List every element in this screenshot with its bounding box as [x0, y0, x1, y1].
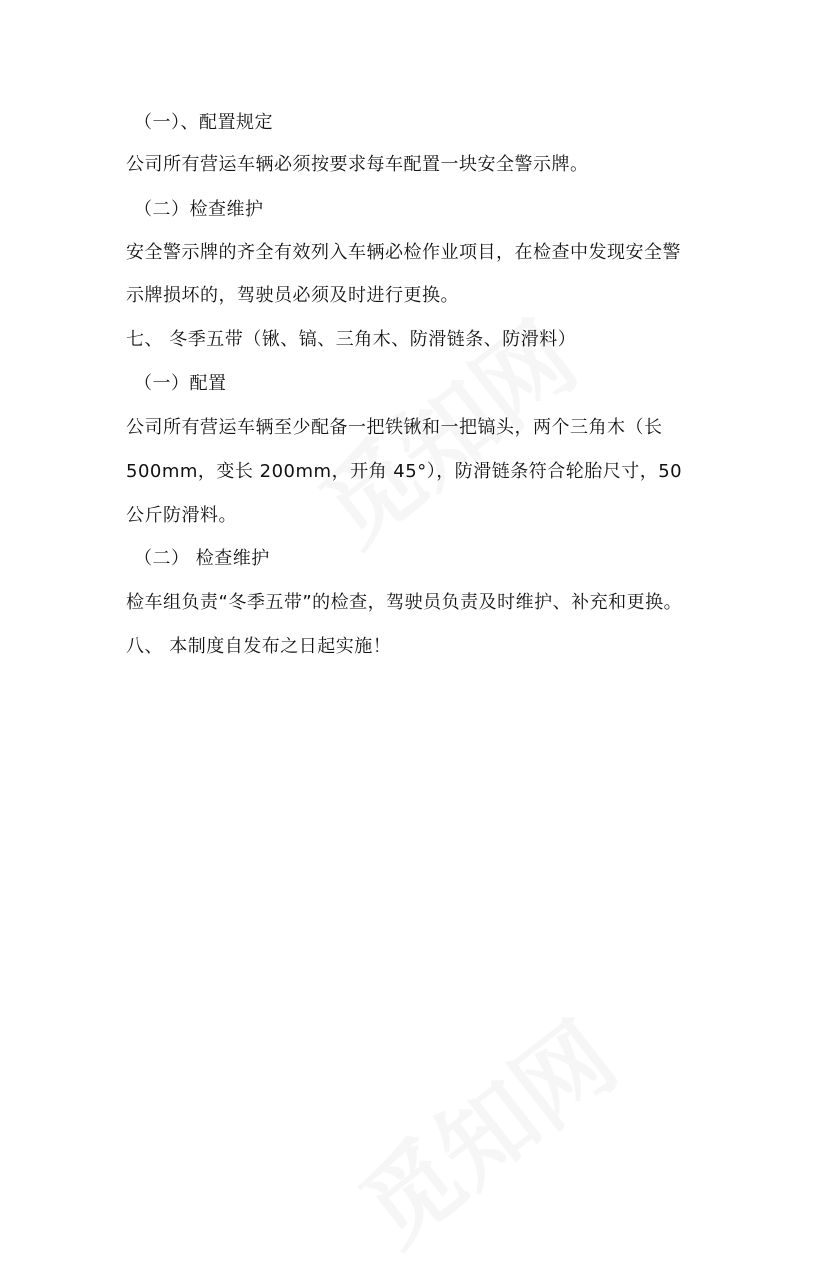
chapter-heading-eight: 八、 本制度自发布之日起实施！: [126, 636, 392, 657]
chapter-heading-seven: 七、 冬季五带（锹、镐、三角木、防滑链条、防滑料）: [126, 329, 577, 350]
section-heading-config-rules: （一）、配置规定: [134, 112, 273, 133]
section-heading-inspection: （二）检查维护: [134, 199, 264, 220]
paragraph-line: 500mm，变长 200mm，开角 45°），防滑链条符合轮胎尺寸，50: [126, 461, 683, 482]
paragraph-line: 安全警示牌的齐全有效列入车辆必检作业项目，在检查中发现安全警: [126, 242, 681, 263]
paragraph-line: 检车组负责“冬季五带”的检查，驾驶员负责及时维护、补充和更换。: [126, 592, 683, 613]
section-heading-config: （一）配置: [134, 373, 227, 394]
watermark: [328, 986, 639, 1271]
paragraph-line: 示牌损坏的，驾驶员必须及时进行更换。: [126, 285, 459, 306]
paragraph-line: 公斤防滑料。: [126, 505, 237, 526]
section-heading-inspection: （二） 检查维护: [134, 548, 270, 569]
paragraph-line: 公司所有营运车辆至少配备一把铁锹和一把镐头，两个三角木（长: [126, 417, 663, 438]
paragraph-line: 公司所有营运车辆必须按要求每车配置一块安全警示牌。: [126, 154, 589, 175]
